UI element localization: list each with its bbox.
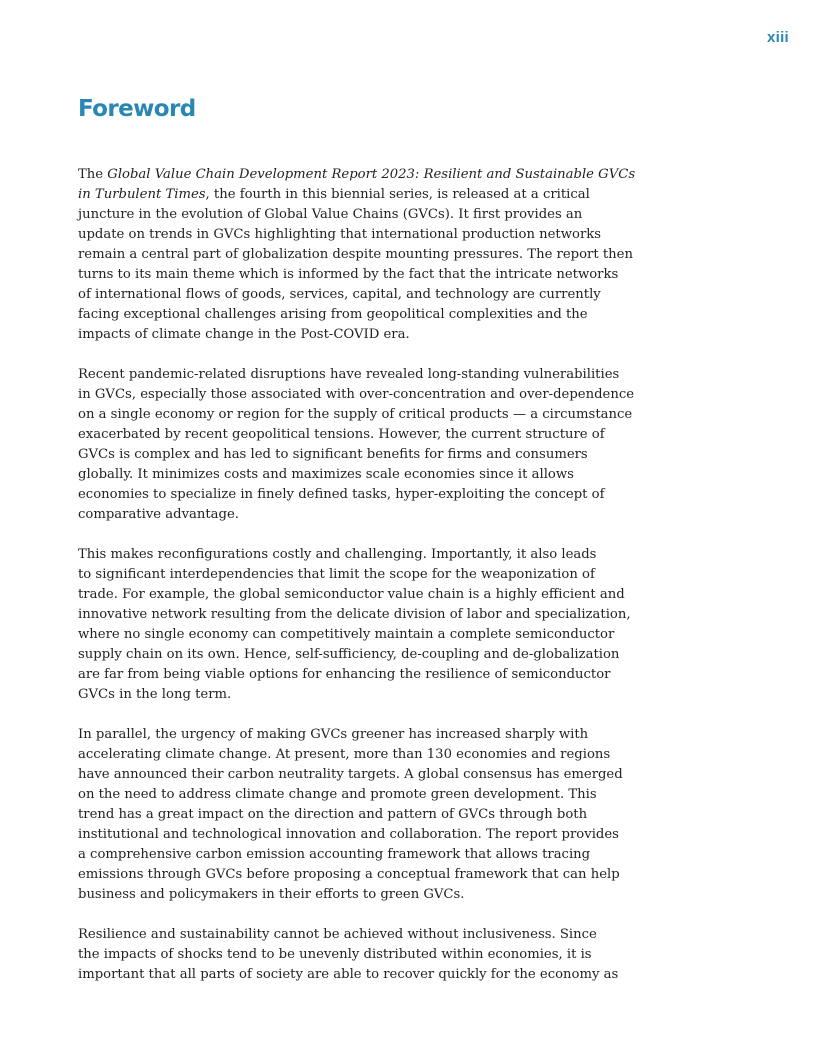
text-line xyxy=(78,185,588,205)
text-line: innovative network resulting from the delicate division of labor and specialization, xyxy=(78,607,631,622)
text-line: GVCs is complex and has led to significant benefits for firms and consumers xyxy=(78,447,588,462)
text-line: In parallel, the urgency of making GVCs greener has increased sharply with xyxy=(78,727,589,742)
text-line: impacts of climate change in the Post-COVID era. xyxy=(78,327,410,342)
text-line: Resilience and sustainability cannot be achieved without inclusiveness. Since xyxy=(78,927,597,942)
text-line: This makes reconfigurations costly and challenging. Importantly, it also leads xyxy=(78,547,597,562)
text-line: important that all parts of society are able to recover quickly for the economy as xyxy=(78,967,619,982)
text-line: to significant interdependencies that limit the scope for the weaponization of xyxy=(78,567,595,582)
report-title-italic: Global Value Chain Development Report 2023: Resilient and Sustainable GVCs xyxy=(107,167,636,182)
text-line: globally. It minimizes costs and maximizes scale economies since it allows xyxy=(78,467,574,482)
text-line: GVCs in the long term. xyxy=(78,687,232,702)
text-line: update on trends in GVCs highlighting that international production networks xyxy=(78,227,602,242)
foreword-body xyxy=(78,165,636,1005)
text-line: of international flows of goods, services, capital, and technology are currently xyxy=(78,287,601,302)
paragraph-1 xyxy=(78,165,636,345)
paragraph-3 xyxy=(78,545,631,705)
text-line: trade. For example, the global semiconductor value chain is a highly efficient and xyxy=(78,587,625,602)
text-line: are far from being viable options for enhancing the resilience of semiconductor xyxy=(78,667,611,682)
text-line: business and policymakers in their efforts to green GVCs. xyxy=(78,887,465,902)
paragraph-4 xyxy=(78,725,623,905)
text-line: the impacts of shocks tend to be unevenly distributed within economies, it is xyxy=(78,947,592,962)
text-line: turns to its main theme which is informed by the fact that the intricate networks xyxy=(78,267,619,282)
text-line: emissions through GVCs before proposing a conceptual framework that can help xyxy=(78,867,620,882)
text-line: juncture in the evolution of Global Value Chains (GVCs). It first provides an xyxy=(78,207,583,222)
text-segment: The xyxy=(78,167,108,182)
text-line: facing exceptional challenges arising from geopolitical complexities and the xyxy=(78,307,588,322)
text-line: economies to specialize in finely defined tasks, hyper-exploiting the concept of xyxy=(78,487,605,502)
text-line: Recent pandemic-related disruptions have revealed long-standing vulnerabilities xyxy=(78,367,620,382)
text-line: institutional and technological innovation and collaboration. The report provides xyxy=(78,827,619,842)
text-line: on a single economy or region for the supply of critical products — a circumstance xyxy=(78,407,633,422)
paragraph-5 xyxy=(78,925,619,985)
paragraph-2 xyxy=(78,365,635,525)
text-line: remain a central part of globalization despite mounting pressures. The report then xyxy=(78,247,633,262)
text-segment: , the fourth in this biennial series, is released at a critical xyxy=(205,187,590,202)
text-line: comparative advantage. xyxy=(78,507,239,522)
text-line: a comprehensive carbon emission accounting framework that allows tracing xyxy=(78,847,591,862)
text-line: on the need to address climate change and promote green development. This xyxy=(78,787,597,802)
page-title: Foreword xyxy=(78,96,196,122)
text-line: exacerbated by recent geopolitical tensions. However, the current structure of xyxy=(78,427,605,442)
text-line: trend has a great impact on the direction and pattern of GVCs through both xyxy=(78,807,588,822)
page-number: xiii xyxy=(766,29,789,46)
report-title-italic: in Turbulent Times xyxy=(78,187,206,202)
text-line: in GVCs, especially those associated with over-concentration and over-dependence xyxy=(78,387,635,402)
text-line: supply chain on its own. Hence, self-sufficiency, de-coupling and de-globalization xyxy=(78,647,620,662)
text-line: accelerating climate change. At present, more than 130 economies and regions xyxy=(78,747,611,762)
text-line: have announced their carbon neutrality targets. A global consensus has emerged xyxy=(78,767,623,782)
text-line: where no single economy can competitively maintain a complete semiconductor xyxy=(78,627,615,642)
text-line xyxy=(78,165,636,185)
